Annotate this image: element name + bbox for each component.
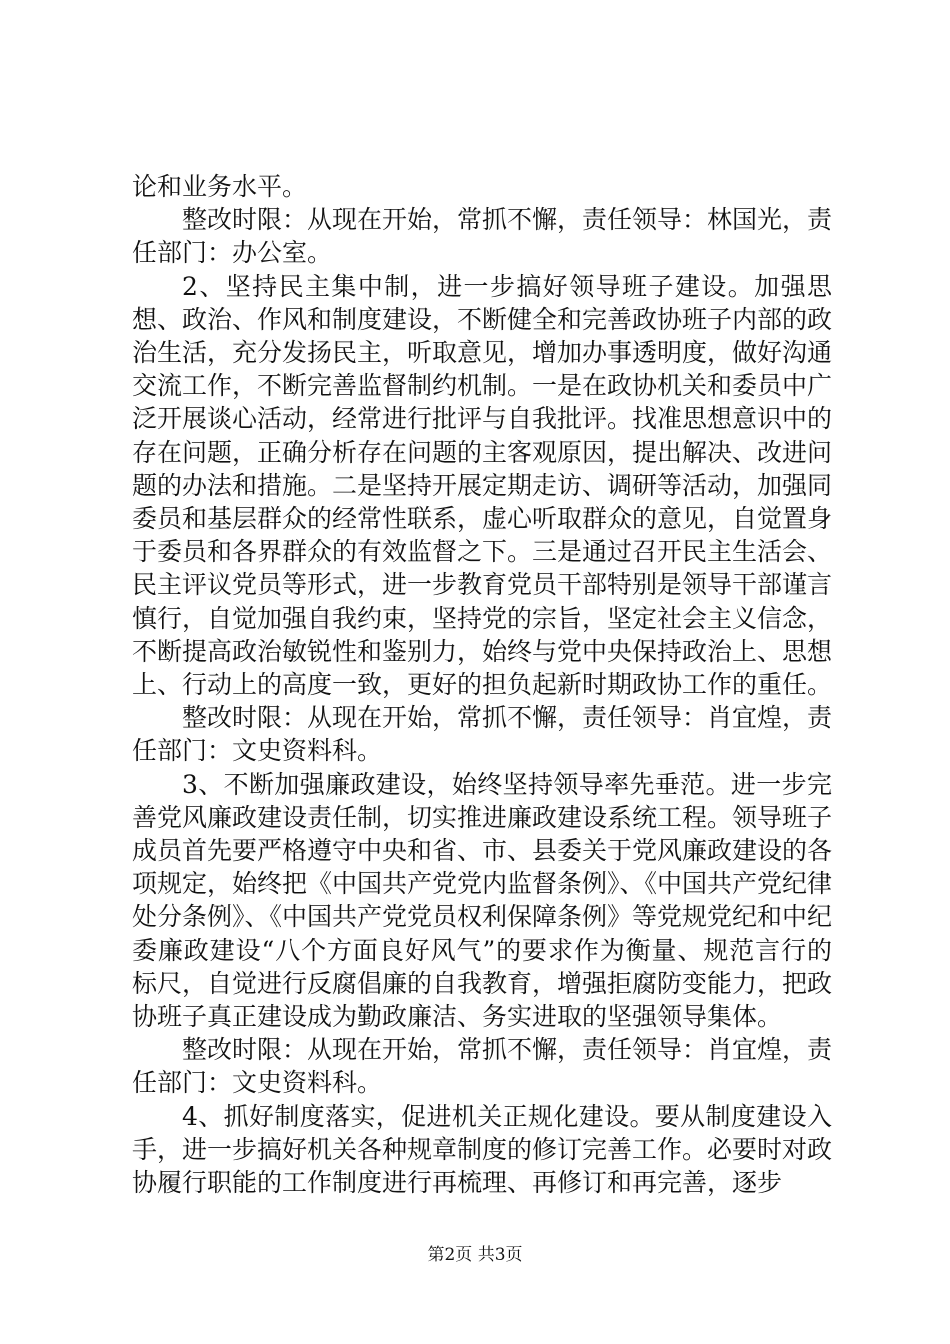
paragraph-item-3: 3、不断加强廉政建设，始终坚持领导率先垂范。进一步完善党风廉政建设责任制，切实推进廉政建设系统工程。领导班子成员首先要严格遵守中央和省、市、县委关于党风廉政建设的各项规定，始终把《中国共产党党内监督条例》、《中国共产党纪律处分条例》、《中国共产党党员权利保障条例》等党规党纪和中纪委廉政建设“八个方面良好风气”的要求作为衡量、规范言行的标尺，自觉进行反腐倡廉的自我教育，增强拒腐防变能力，把政协班子真正建设成为勤政廉洁、务实进取的坚强领导集体。 (132, 769, 833, 1032)
paragraph-deadline-3: 整改时限：从现在开始，常抓不懈，责任领导：肖宜煌，责任部门：文史资料科。 (132, 1035, 833, 1098)
paragraph-deadline-2: 整改时限：从现在开始，常抓不懈，责任领导：肖宜煌，责任部门：文史资料科。 (132, 703, 833, 766)
page-number-footer: 第2页 共3页 (427, 1245, 523, 1265)
paragraph-deadline-1: 整改时限：从现在开始，常抓不懈，责任领导：林国光，责任部门：办公室。 (132, 205, 833, 268)
paragraph-item-2: 2、坚持民主集中制，进一步搞好领导班子建设。加强思想、政治、作风和制度建设，不断健全和完善政协班子内部的政治生活，充分发扬民主，听取意见，增加办事透明度，做好沟通交流工作，不断完善监督制约机制。一是在政协机关和委员中广泛开展谈心活动，经常进行批评与自我批评。找准思想意识中的存在问题，正确分析存在问题的主客观原因，提出解决、改进问题的办法和措施。二是坚持开展定期走访、调研等活动，加强同委员和基层群众的经常性联系，虚心听取群众的意见，自觉置身于委员和各界群众的有效监督之下。三是通过召开民主生活会、民主评议党员等形式，进一步教育党员干部特别是领导干部谨言慎行，自觉加强自我约束，坚持党的宗旨，坚定社会主义信念，不断提高政治敏锐性和鉴别力，始终与党中央保持政治上、思想上、行动上的高度一致，更好的担负起新时期政协工作的重任。 (132, 271, 833, 700)
paragraph-item-4: 4、抓好制度落实，促进机关正规化建设。要从制度建设入手，进一步搞好机关各种规章制度的修订完善工作。必要时对政协履行职能的工作制度进行再梳理、再修订和再完善，逐步 (132, 1101, 833, 1198)
paragraph-continuation: 论和业务水平。 (132, 172, 308, 201)
document-body (132, 170, 832, 1199)
